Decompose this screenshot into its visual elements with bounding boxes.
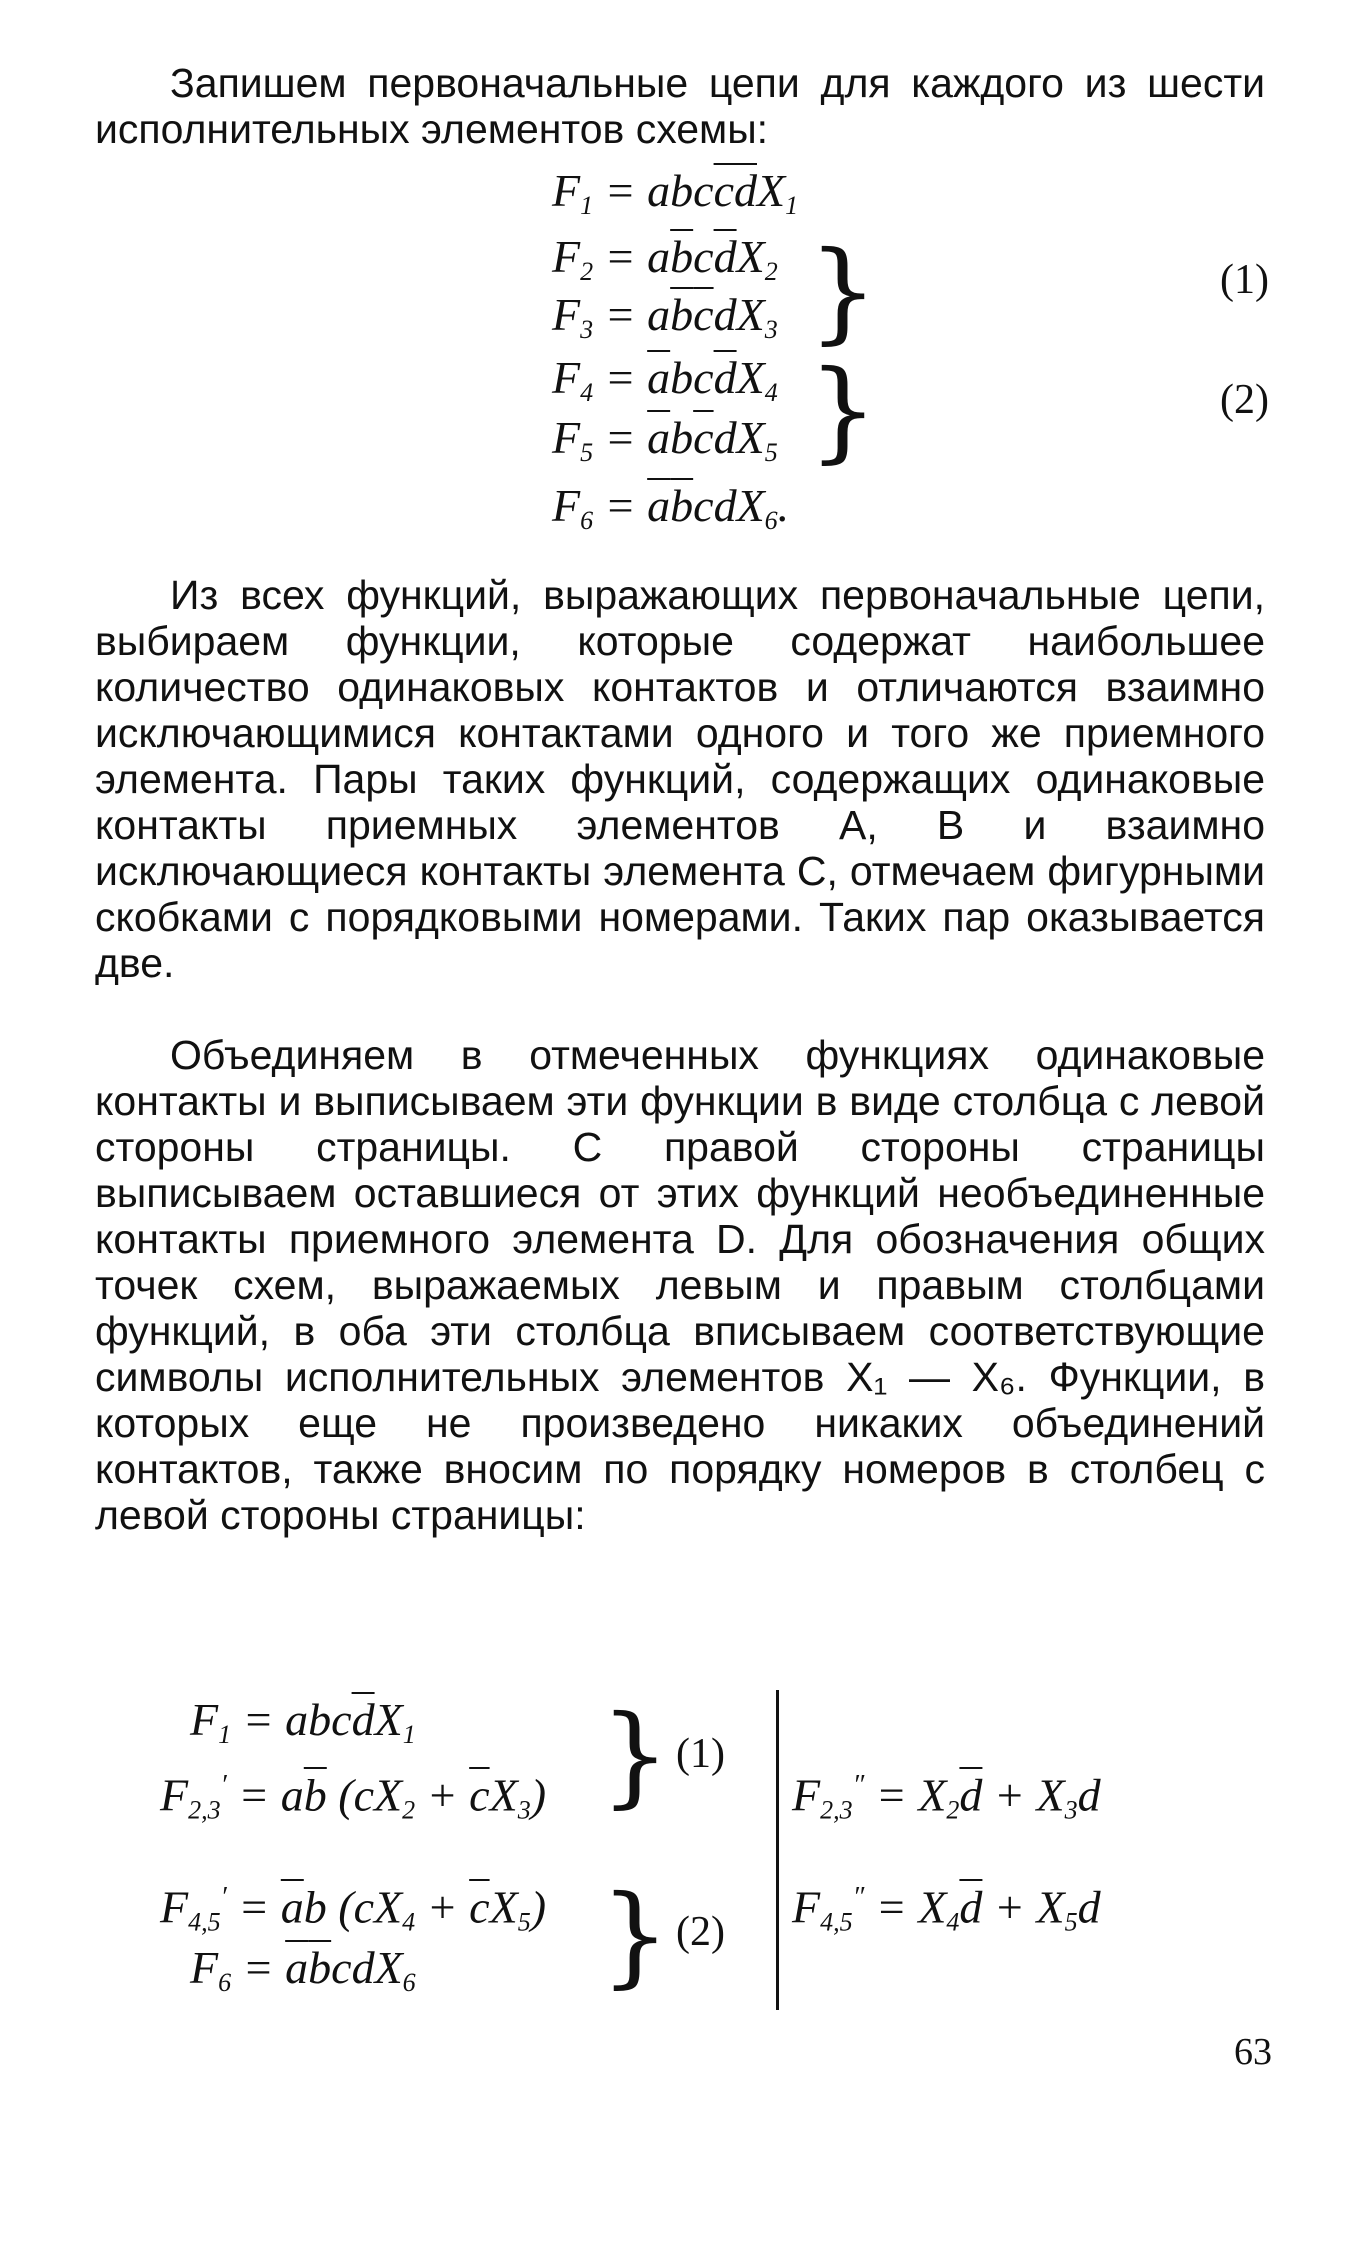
combined-number-1: (1) [676,1731,725,1777]
right-f45: $F_{4,5}'' = X_4\overline{d} + X_5d$ [792,1881,1101,1937]
combined-f23: $F_{2,3}' = a\overline{b}$ $(cX_2 + \overline{c}X_3)$ [160,1769,547,1825]
equation-f3: $F_3 = a\overline{b}\overline{c}dX_3$ [552,289,778,344]
equation-f4: $F_4 = \overline{a}bc\overline{d}X_4$ [552,352,778,407]
equation-number-2: (2) [1220,377,1269,423]
page-number: 63 [1234,2031,1272,2073]
brace-group-2: } [808,346,878,474]
brace-group-1: } [808,227,878,355]
combined-f45: $F_{4,5}' = \overline{a}b$ $(cX_4 + \overline{c}X_5)$ [160,1881,547,1937]
intro-paragraph: Запишем первоначальные цепи для каждого из шести исполнительных элементов схемы: [95,60,1265,152]
equation-f6: $F_6 = \overline{a}\overline{b}cdX_6$. [552,480,790,535]
combined-f6: $F_6 = \overline{a}\overline{b}cdX_6$ [190,1942,416,1997]
equation-number-1: (1) [1220,257,1269,303]
brace-combined-1: } [600,1691,670,1819]
combined-number-2: (2) [676,1909,725,1955]
brace-combined-2: } [600,1871,670,1999]
equation-f2: $F_2 = a\overline{b}c\overline{d}X_2$ [552,231,778,286]
paragraph-selection: Из всех функций, выражающих первоначальные цепи, выбираем функции, которые содержат наибольшее количество одинаковых контактов и отличаются взаимно исключающимися контактами одного и того же приемного элемента. Пары таких функций, содержащих одинаковые контакты приемных элементов A, B и взаимно исключающиеся контакты элемента C, отмечаем фигурными скобками с порядковыми номерами. Таких пар оказывается две. [95,572,1265,986]
column-separator [776,1690,779,2010]
combined-f1: $F_1 = abc\overline{d}X_1$ [190,1694,416,1749]
equation-f5: $F_5 = \overline{a}b\overline{c}dX_5$ [552,412,778,467]
right-f23: $F_{2,3}'' = X_2\overline{d} + X_3d$ [792,1769,1101,1825]
paragraph-combination: Объединяем в отмеченных функциях одинаковые контакты и выписываем эти функции в виде столбца с левой стороны страницы. С правой стороны страницы выписываем оставшиеся от этих функций необъединенные контакты приемного элемента D. Для обозначения общих точек схем, выражаемых левым и правым столбцами функций, в оба эти столбца вписываем соответствующие символы исполнительных элементов X₁ — X₆. Функции, в которых еще не произведено никаких объединений контактов, также вносим по порядку номеров в столбец с левой стороны страницы: [95,1032,1265,1538]
equation-f1: $F_1 = abc\overline{c}\overline{d}X_1$ [552,165,799,220]
